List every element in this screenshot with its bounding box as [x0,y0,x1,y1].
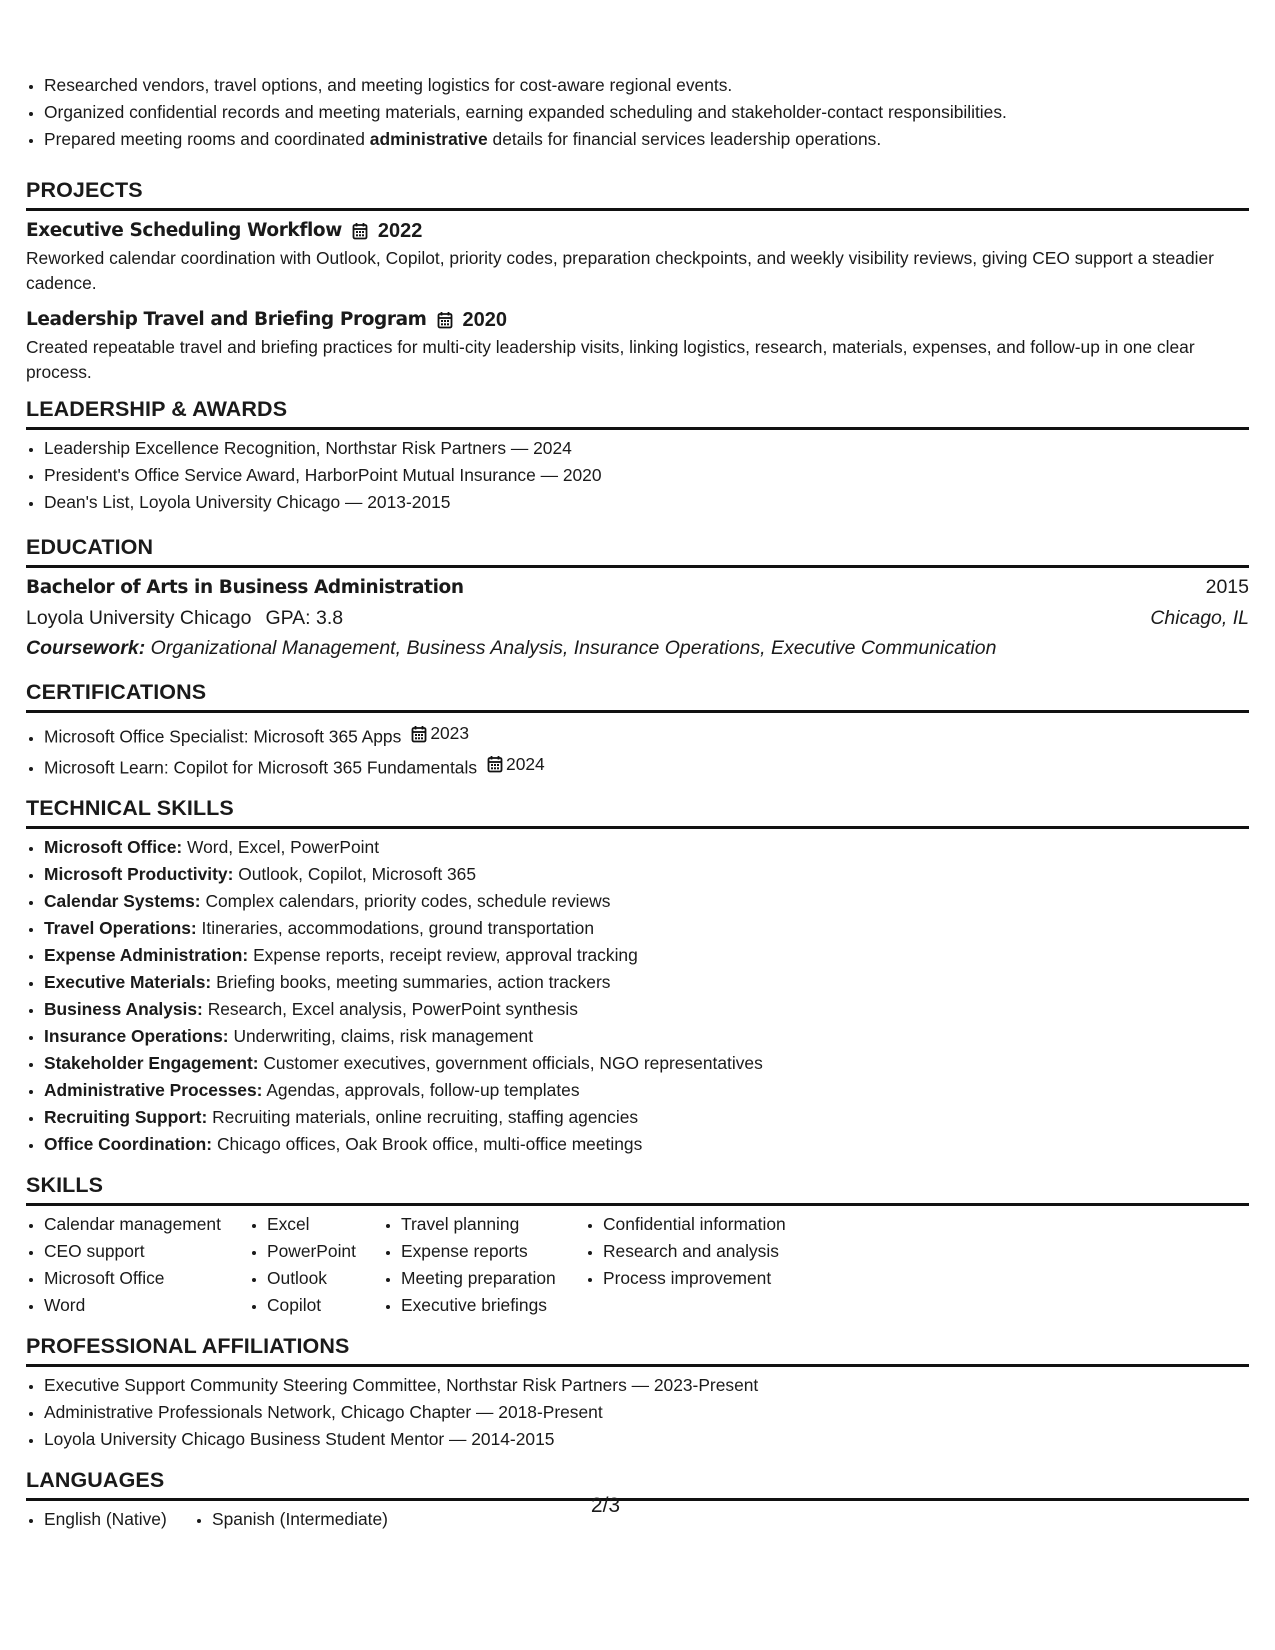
skill-value: Customer executives, government officials, NGO representatives [263,1053,763,1073]
project-description: Reworked calendar coordination with Outlook, Copilot, priority codes, preparation checkpoints, and weekly visibility reviews, giving CEO support a steadier cadence. [26,248,1214,293]
skill-label: Recruiting Support: [44,1107,208,1127]
skill-label: Insurance Operations: [44,1026,229,1046]
list-item [44,1077,1249,1104]
list-item [44,861,1249,888]
list-item [44,720,1249,751]
skill-label: Travel Operations: [44,918,197,938]
school-location: Chicago, IL [1150,607,1249,629]
awards-list [26,435,1249,516]
skill-value: Underwriting, claims, risk management [233,1026,534,1046]
skill-value: Itineraries, accommodations, ground transportation [201,918,595,938]
skill-label: Office Coordination: [44,1134,213,1154]
list-item [44,72,1249,99]
awards-section [26,394,1249,516]
list-item: • Research and analysis [603,1238,825,1265]
list-item [44,915,1249,942]
graduation-year: 2015 [1205,576,1249,598]
experience-bullets [26,72,1249,153]
calendar-icon [437,311,453,329]
skill-label: Calendar Systems: [44,891,201,911]
project-title-row [26,216,1249,246]
list-item: • English (Native) [44,1506,194,1533]
list-item: • Microsoft Office [44,1265,249,1292]
affiliations-section [26,1331,1249,1453]
section-heading-certifications: CERTIFICATIONS [26,677,1249,713]
school-name-line [26,603,343,633]
list-item: • Process improvement [603,1265,825,1292]
list-item: • PowerPoint [267,1238,383,1265]
projects-list [26,211,1249,384]
skill-value: Outlook, Copilot, Microsoft 365 [238,864,477,884]
list-item: • Executive briefings [401,1292,585,1319]
project-year: 2020 [462,309,508,331]
project-title: Leadership Travel and Briefing Program [26,309,427,330]
skills-columns [26,1206,1249,1319]
skills-column [26,1211,249,1319]
certification-name: Microsoft Office Specialist: Microsoft 365 Apps [44,726,402,747]
skill-label: Administrative Processes: [44,1080,263,1100]
skill-label: Business Analysis: [44,999,203,1019]
list-item: • Travel planning [401,1211,585,1238]
certification-year: 2023 [430,723,469,743]
certification-name: Microsoft Learn: Copilot for Microsoft 365 Fundamentals [44,757,478,777]
skill-value: Expense reports, receipt review, approval tracking [253,945,638,965]
list-item: • Excel [267,1211,383,1238]
list-item: • Leadership Excellence Recognition, Northstar Risk Partners — 2024 [44,435,1249,462]
technical-skills-section [26,793,1249,1158]
list-item [44,996,1249,1023]
list-item [44,99,1249,126]
list-item [44,1023,1249,1050]
project-description: Created repeatable travel and briefing practices for multi-city leadership visits, linking logistics, research, materials, expenses, and follow-up in one clear process. [26,337,1195,382]
section-heading-skills: SKILLS [26,1170,1249,1206]
section-heading-affiliations: PROFESSIONAL AFFILIATIONS [26,1331,1249,1367]
list-item [44,888,1249,915]
resume-page [26,72,1249,1533]
list-item [44,1104,1249,1131]
calendar-icon [411,725,427,743]
skill-label: Microsoft Productivity: [44,864,234,884]
list-item: • Loyola University Chicago Business Student Mentor — 2014-2015 [44,1426,1249,1453]
project-year: 2022 [377,220,423,242]
certifications-section [26,677,1249,781]
skill-label: Microsoft Office: [44,837,183,857]
certification-year-wrap [487,751,545,778]
skill-value: Briefing books, meeting summaries, action trackers [216,972,611,992]
list-item: • Word [44,1292,249,1319]
skills-section [26,1170,1249,1319]
text-run: Researched vendors, travel options, and meeting logistics for cost-aware regional events. [44,75,733,95]
certification-year-wrap [411,720,469,747]
list-item: • Spanish (Intermediate) [212,1506,434,1533]
skills-column [249,1211,383,1319]
skill-value: Chicago offices, Oak Brook office, multi-office meetings [216,1134,643,1154]
list-item: • Dean's List, Loyola University Chicago — 2013-2015 [44,489,1249,516]
calendar-icon [487,755,503,773]
project-title-row [26,305,1249,335]
list-item [44,834,1249,861]
skill-value: Recruiting materials, online recruiting, staffing agencies [212,1107,639,1127]
certification-year: 2024 [506,753,545,774]
page-number: 2/3 [590,1494,621,1517]
list-item: • Meeting preparation [401,1265,585,1292]
calendar-icon [352,222,368,240]
text-run: Prepared meeting rooms and coordinated [44,129,370,149]
list-item: • Outlook [267,1265,383,1292]
list-item [44,126,1249,153]
list-item: • Copilot [267,1292,383,1319]
list-item [44,942,1249,969]
skill-value: Complex calendars, priority codes, schedule reviews [205,891,611,911]
skill-label: Executive Materials: [44,972,212,992]
education-section [26,532,1249,663]
list-item: • Expense reports [401,1238,585,1265]
section-heading-technical-skills: TECHNICAL SKILLS [26,793,1249,829]
skill-value: Research, Excel analysis, PowerPoint synthesis [207,999,578,1019]
coursework-label: Coursework: [26,637,146,659]
list-item: • Confidential information [603,1211,825,1238]
skill-value: Agendas, approvals, follow-up templates [266,1080,580,1100]
projects-section [26,175,1249,384]
list-item: • Calendar management [44,1211,249,1238]
degree-title: Bachelor of Arts in Business Administration [26,577,464,598]
section-heading-languages: LANGUAGES [26,1465,1249,1501]
section-heading-projects: PROJECTS [26,175,1249,211]
bold-text: administrative [369,129,488,149]
list-item [44,1050,1249,1077]
certifications-list [26,720,1249,781]
list-item [44,1131,1249,1158]
coursework [26,633,1249,663]
project-title: Executive Scheduling Workflow [26,220,342,241]
gpa: GPA: 3.8 [265,607,344,629]
section-heading-awards: LEADERSHIP & AWARDS [26,394,1249,430]
skill-value: Word, Excel, PowerPoint [187,837,380,857]
list-item: • CEO support [44,1238,249,1265]
affiliations-list [26,1372,1249,1453]
school-name: Loyola University Chicago [26,607,252,629]
text-run: details for financial services leadership operations. [487,129,882,149]
coursework-list: Organizational Management, Business Analysis, Insurance Operations, Executive Communication [150,637,997,659]
skills-column [383,1211,585,1319]
skill-label: Expense Administration: [44,945,249,965]
list-item: • President's Office Service Award, HarborPoint Mutual Insurance — 2020 [44,462,1249,489]
list-item [44,969,1249,996]
list-item: • Executive Support Community Steering Committee, Northstar Risk Partners — 2023-Present [44,1372,1249,1399]
skill-label: Stakeholder Engagement: [44,1053,259,1073]
list-item [44,751,1249,782]
skills-column [585,1211,825,1319]
technical-skills-list [26,834,1249,1158]
list-item: • Administrative Professionals Network, Chicago Chapter — 2018-Present [44,1399,1249,1426]
section-heading-education: EDUCATION [26,532,1249,568]
text-run: Organized confidential records and meeting materials, earning expanded scheduling and stakeholder-contact responsibilities. [44,102,1007,122]
